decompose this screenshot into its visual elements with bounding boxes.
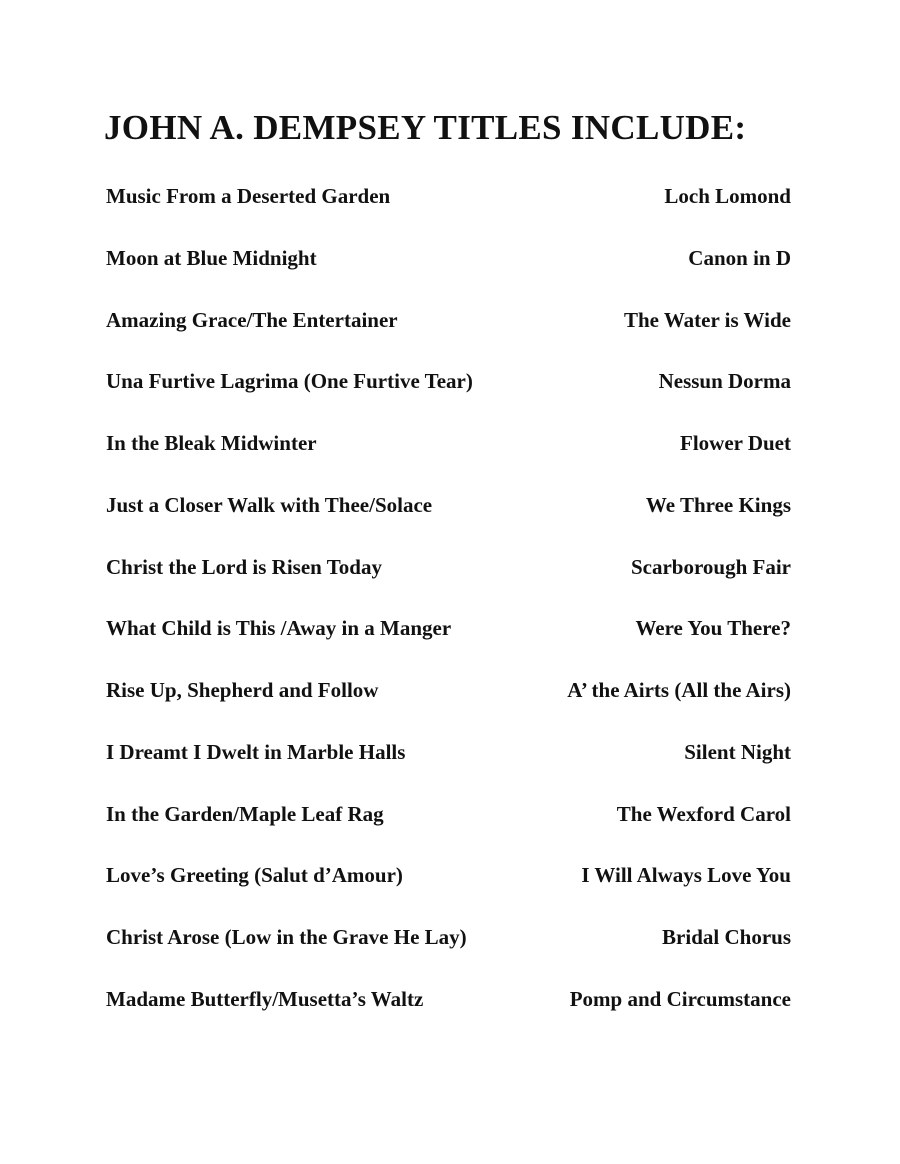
right-title: A’ the Airts (All the Airs) [567,678,791,702]
title-row [106,738,793,800]
right-title: Flower Duet [680,431,791,455]
title-row [106,614,793,676]
title-row [106,800,793,862]
right-title: The Wexford Carol [616,801,791,826]
left-title: In the Garden/Maple Leaf Rag [106,801,384,826]
left-title: I Dreamt I Dwelt in Marble Halls [106,739,406,764]
left-title: Just a Closer Walk with Thee/Solace [106,492,433,517]
page-title: JOHN A. DEMPSEY TITLES INCLUDE: [104,108,747,147]
left-title: Music From a Deserted Garden [106,184,391,208]
right-title: Scarborough Fair [630,554,791,579]
right-title: Bridal Chorus [662,925,791,949]
left-title: In the Bleak Midwinter [106,431,317,455]
right-title: Loch Lomond [664,184,791,208]
left-title: Christ the Lord is Risen Today [106,554,382,579]
titles-list [106,182,793,1047]
left-title: Love’s Greeting (Salut d’Amour) [106,863,403,888]
left-title: Moon at Blue Midnight [106,245,317,270]
right-title: The Water is Wide [623,307,791,332]
title-row [106,861,793,923]
right-title: Silent Night [684,739,791,764]
left-title: Rise Up, Shepherd and Follow [106,678,379,702]
left-title: Amazing Grace/The Entertainer [106,307,398,332]
title-row [106,244,793,306]
title-row [106,676,793,738]
left-title: What Child is This /Away in a Manger [106,616,452,641]
title-row [106,985,793,1047]
title-row [106,491,793,553]
left-title: Christ Arose (Low in the Grave He Lay) [106,925,467,949]
title-row [106,923,793,985]
right-title: Nessun Dorma [658,369,791,394]
left-title: Madame Butterfly/Musetta’s Waltz [106,986,424,1011]
title-row [106,182,793,244]
left-title: Una Furtive Lagrima (One Furtive Tear) [106,369,473,394]
title-row [106,553,793,615]
right-title: I Will Always Love You [581,863,791,888]
right-title: We Three Kings [645,492,791,517]
right-title: Canon in D [688,245,791,270]
right-title: Were You There? [635,616,791,641]
title-row [106,306,793,368]
title-row [106,367,793,429]
right-title: Pomp and Circumstance [569,986,791,1011]
title-row [106,429,793,491]
